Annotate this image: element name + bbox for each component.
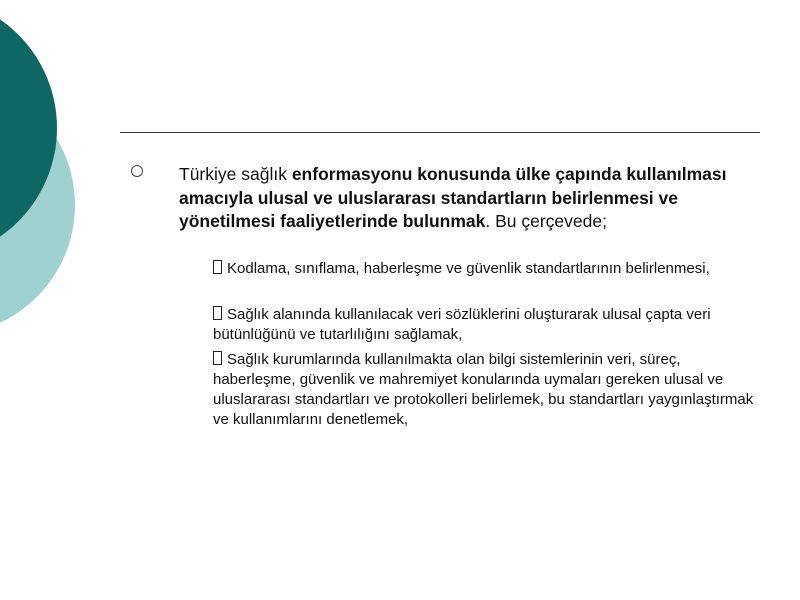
title-divider (120, 132, 760, 133)
sub-item-text: Kodlama, sınıflama, haberleşme ve güvenlik standartlarının belirlenmesi, (227, 260, 710, 277)
hollow-circle-icon (131, 165, 143, 177)
decorative-circles (0, 0, 120, 330)
sub-item (213, 259, 758, 279)
main-text-bold: enformasyonu konusunda ülke çapında kullanılması amacıyla ulusal ve uluslararası standartların belirlenmesi ve yönetilmesi faaliyetlerinde bulunmak (179, 164, 727, 231)
missing-glyph-box-icon (213, 260, 222, 274)
missing-glyph-box-icon (213, 306, 222, 320)
main-text-lead: Türkiye sağlık (179, 164, 292, 184)
sub-item (213, 350, 758, 430)
sub-item (213, 305, 758, 345)
main-paragraph (179, 163, 739, 234)
sub-item-text: Sağlık alanında kullanılacak veri sözlüklerini oluşturarak ulusal çapta veri bütünlüğünü ve tutarlılığını sağlamak, (213, 306, 711, 343)
sub-item-text: Sağlık kurumlarında kullanılmakta olan bilgi sistemlerinin veri, süreç, haberleşme, güvenlik ve mahremiyet konularında uymaları gereken ulusal ve uluslararası standartları ve protokolleri belirlemek, bu standartları yaygınlaştırmak ve kullanımlarını denetlemek, (213, 351, 754, 428)
missing-glyph-box-icon (213, 351, 222, 365)
main-text-tail: . Bu çerçevede; (485, 211, 607, 231)
